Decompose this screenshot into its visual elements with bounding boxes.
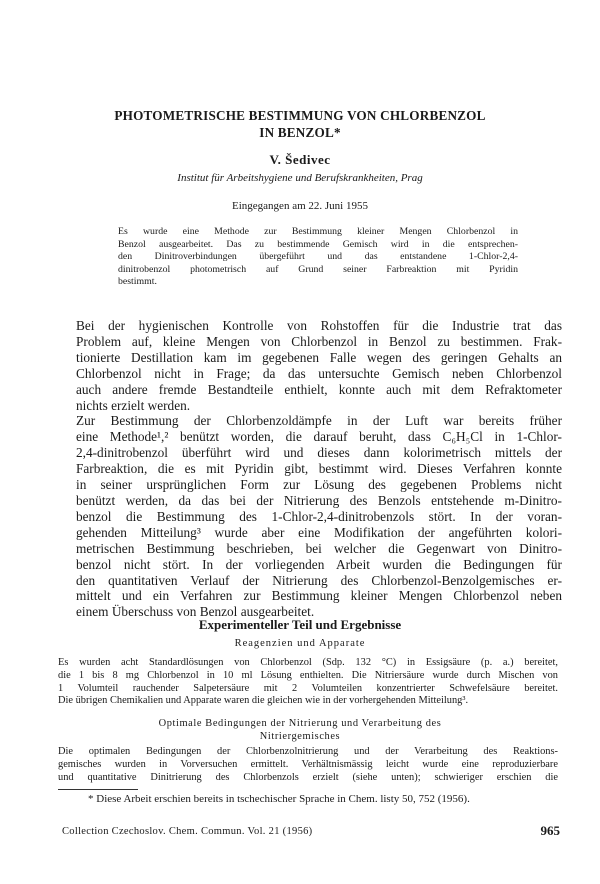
- text-line: benzol nicht stört. In der vorliegenden Arbeit wurden die Bedingungen für: [76, 556, 562, 572]
- abstract-line: dinitrobenzol photometrisch auf Grund seiner Farbreaktion mit Pyridin: [118, 263, 518, 275]
- text-line: auch andere fremde Bestandteile enthielt, konnte auch mit dem Refraktometer: [76, 381, 562, 397]
- text-line: Zur Bestimmung der Chlorbenzoldämpfe in der Luft war bereits früher: [76, 413, 562, 429]
- received-date: Eingegangen am 22. Juni 1955: [232, 200, 368, 212]
- subsection-heading-line-2: Nitriergemisches: [259, 730, 341, 742]
- journal-footer: Collection Czechoslov. Chem. Commun. Vol. 21 (1956): [62, 826, 313, 837]
- text-line: Die optimalen Bedingungen der Chlorbenzolnitrierung und der Verarbeitung des Reaktions-: [58, 746, 558, 757]
- abstract-line: Benzol ausgearbeitet. Das zu bestimmende Gemisch wird in die entsprechen-: [118, 238, 518, 250]
- text-line: einem Überschuss von Benzol ausgearbeitet.: [76, 604, 315, 620]
- body-text: [76, 318, 562, 620]
- subsection-heading-line-1: Optimale Bedingungen der Nitrierung und Verarbeitung des: [158, 718, 442, 729]
- intro-paragraph: [76, 318, 562, 413]
- text-line: die 1 bis 8 mg Chlorbenzol in 10 ml Lösung enthielten. Die Nitriersäure wurde durch Mischen von: [58, 669, 558, 681]
- section-heading: Experimenteller Teil und Ergebnisse: [198, 617, 402, 632]
- subsection-heading-reagents: Reagenzien und Apparate: [234, 638, 366, 649]
- text-line: Bei der hygienischen Kontrolle von Rohstoffen für die Industrie trat das: [76, 318, 562, 333]
- text-line: eine Methode¹,² benützt worden, die darauf beruht, dass C₆H₅Cl in 1-Chlor-: [76, 429, 562, 445]
- text-line: und quantitative Dinitrierung des Chlorbenzols erzielt (siehe unten); schwieriger erschien die: [58, 771, 558, 783]
- text-line: metrischen Bestimmung beschrieben, bei welcher die Gegenwart von Dinitro-: [76, 540, 562, 556]
- abstract-line: Es wurde eine Methode zur Bestimmung kleiner Mengen Chlorbenzol in: [118, 226, 518, 237]
- author-name: V. Šedivec: [269, 152, 331, 167]
- footnote: * Diese Arbeit erschien bereits in tschechischer Sprache in Chem. listy 50, 752 (1956).: [88, 793, 470, 805]
- text-line: tionierte Destillation kam im gegebenen Falle wegen des geringen Gehalts an: [76, 349, 562, 365]
- text-line: Farbreaktion, die es mit Pyridin gibt, bestimmt wird. Dieses Verfahren konnte: [76, 461, 562, 477]
- text-line: benützt werden, da das bei der Nitrierung des Benzols entstehende m-Dinitro-: [76, 492, 562, 508]
- text-line: den quantitativen Verlauf der Nitrierung des Chlorbenzol-Benzolgemisches er-: [76, 572, 562, 588]
- main-paragraph: [76, 413, 562, 620]
- abstract-line: bestimmt.: [118, 276, 157, 288]
- article-title: [60, 107, 540, 141]
- text-line: 1 Volumteil rauchender Salpetersäure mit 2 Volumteilen konzentrierter Schwefelsäure bereitet.: [58, 682, 558, 694]
- title-line-2: IN BENZOL*: [259, 125, 341, 140]
- text-line: in seiner ursprünglichen Form zur Lösung des gegebenen Problems nicht: [76, 477, 562, 493]
- text-line: Es wurden acht Standardlösungen von Chlorbenzol (Sdp. 132 °C) in Essigsäure (p. a.) bereitet,: [58, 657, 558, 668]
- abstract-line: den Dinitroverbindungen übergeführt und das entstandene 1-Chlor-2,4-: [118, 251, 518, 263]
- footnote-divider: [58, 789, 138, 790]
- text-line: Die übrigen Chemikalien und Apparate waren die gleichen wie in der vorhergehenden Mitteilung³.: [58, 695, 469, 707]
- text-line: Chlorbenzol nicht in Frage; da das untersuchte Gemisch neben Chlorbenzol: [76, 365, 562, 381]
- subsection-heading-conditions: [0, 718, 600, 743]
- text-line: mittelt und ein Verfahren zur Bestimmung kleiner Mengen Chlorbenzol neben: [76, 588, 562, 604]
- text-line: nichts erzielt werden.: [76, 397, 191, 413]
- text-line: gemisches wurden in Vorversuchen ermittelt. Verhältnismässig leicht wurde eine reproduzierbare: [58, 758, 558, 770]
- page-number: 965: [540, 823, 560, 838]
- conditions-paragraph: [58, 746, 558, 784]
- abstract: [118, 226, 518, 289]
- text-line: benzol die Bestimmung des 1-Chlor-2,4-dinitrobenzols stört. In der voran-: [76, 508, 562, 524]
- reagents-paragraph: [58, 657, 558, 708]
- text-line: Problem auf, kleine Mengen von Chlorbenzol in Benzol zu bestimmen. Frak-: [76, 333, 562, 349]
- author-affiliation: Institut für Arbeitshygiene und Berufskrankheiten, Prag: [177, 172, 423, 184]
- title-line-1: PHOTOMETRISCHE BESTIMMUNG VON CHLORBENZOL: [114, 108, 486, 123]
- text-line: gehenden Mitteilung³ wurde aber eine Modifikation der angeführten kolori-: [76, 524, 562, 540]
- text-line: 2,4-dinitrobenzol überführt wird und dieses dann kolorimetrisch mittels der: [76, 445, 562, 461]
